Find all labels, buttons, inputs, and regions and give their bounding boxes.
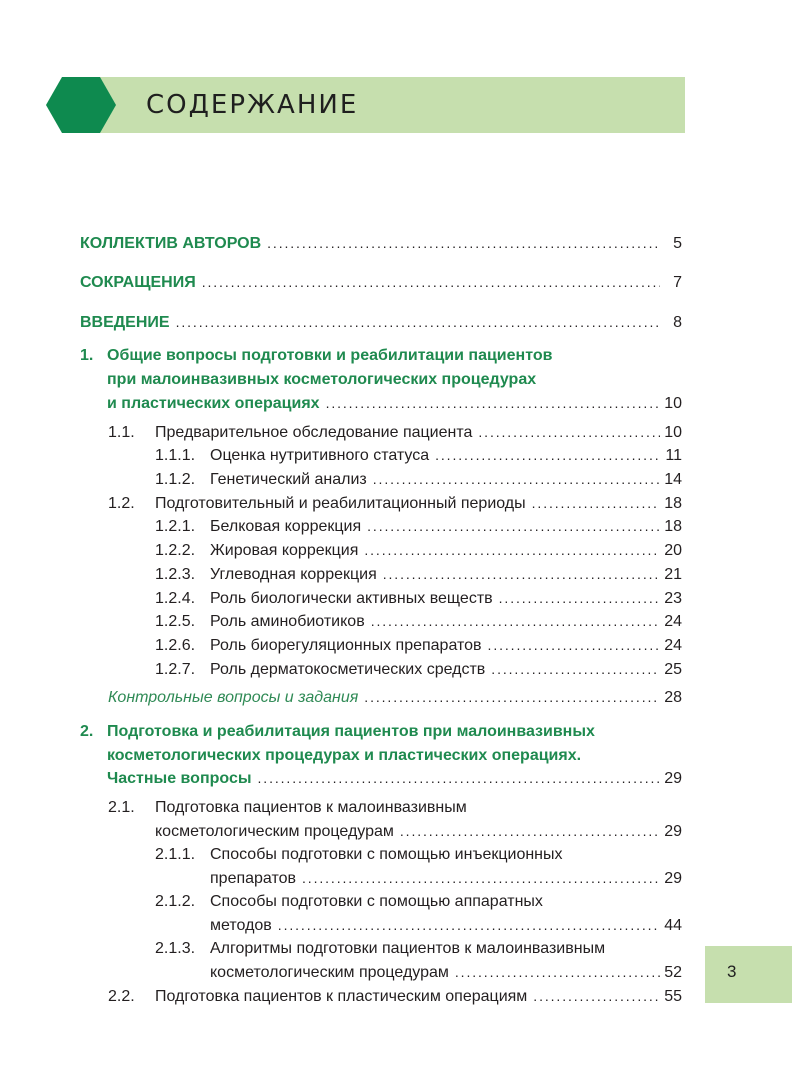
section-number: 2.1.3. [155,940,196,957]
section-number: 1.2.6. [155,637,196,654]
toc-entry-title: Роль биорегуляционных препаратов [210,637,482,654]
toc-entry-title: Генетический анализ [210,471,367,488]
toc-entry-title: Роль биологически активных веществ [210,590,493,607]
toc-page-number: 14 [664,471,682,488]
toc-entry-title: методов [210,917,272,934]
toc-entry-title: СОКРАЩЕНИЯ [80,274,196,291]
section-title-line[interactable]: Подготовка пациентов к малоинвазивным [155,799,467,816]
toc-entry-title: косметологическим процедурам [210,964,449,981]
toc-entry-1-1-1[interactable] [155,444,682,467]
leader-dots [478,421,660,444]
leader-dots [267,232,660,255]
toc-page-number: 18 [664,495,682,512]
toc-entry-2-1-3[interactable] [210,961,682,984]
toc-entry-chapter-1[interactable] [107,392,682,415]
toc-entry-title: Жировая коррекция [210,542,359,559]
toc-entry-title: Белковая коррекция [210,518,362,535]
toc-entry-title: препаратов [210,870,297,887]
leader-dots [383,563,660,586]
toc-page-number: 44 [664,917,682,934]
leader-dots [435,444,660,467]
toc-page-number: 11 [665,447,682,464]
chapter-title-line[interactable]: при малоинвазивных косметологических процедурах [107,371,537,388]
toc-page-number: 20 [664,542,682,559]
chapter-number: 2. [80,723,94,740]
toc-entry-1-1-2[interactable] [155,468,682,491]
leader-dots [488,634,660,657]
leader-dots [373,468,660,491]
toc-entry-title: Оценка нутритивного статуса [210,447,430,464]
toc-page-number: 10 [664,424,682,441]
toc-entry-abbreviations[interactable] [80,271,682,294]
toc-page-number: 5 [673,235,682,252]
toc-entry-title: Роль аминобиотиков [210,613,365,630]
leader-dots [258,767,660,790]
leader-dots [278,914,660,937]
leader-dots [364,686,660,709]
toc-entry-title: Контрольные вопросы и задания [108,689,359,706]
toc-entry-2-1-2[interactable] [210,914,682,937]
toc-entry-1-2-5[interactable] [155,610,682,633]
toc-entry-1-2-6[interactable] [155,634,682,657]
toc-entry-title: и пластических операциях [107,395,320,412]
section-title-line[interactable]: Способы подготовки с помощью инъекционных [210,846,563,863]
section-number: 1.2.2. [155,542,196,559]
section-number: 1.1.2. [155,471,196,488]
toc-entry-1-2-1[interactable] [155,515,682,538]
leader-dots [499,587,660,610]
toc-entry-title: КОЛЛЕКТИВ АВТОРОВ [80,235,262,252]
section-number: 1.1. [108,424,135,441]
chapter-title-line[interactable]: Общие вопросы подготовки и реабилитации пациентов [107,347,553,364]
toc-entry-1-2-3[interactable] [155,563,682,586]
toc-page-number: 21 [664,566,682,583]
section-number: 1.2.4. [155,590,196,607]
toc-entry-title: Подготовительный и реабилитационный периоды [155,495,526,512]
toc-page-number: 18 [664,518,682,535]
section-number: 1.2.1. [155,518,196,535]
toc-entry-chapter-2[interactable] [107,767,682,790]
toc-entry-title: Частные вопросы [107,770,252,787]
toc-entry-title: косметологическим процедурам [155,823,394,840]
toc-entry-title: Предварительное обследование пациента [155,424,473,441]
toc-entry-1-2-7[interactable] [155,658,682,681]
toc-entry-authors[interactable] [80,232,682,255]
toc-page-number: 29 [664,870,682,887]
toc-page-number: 55 [664,988,682,1005]
toc-entry-title: Углеводная коррекция [210,566,377,583]
chapter-title-line[interactable]: косметологических процедурах и пластических операциях. [107,747,582,764]
toc-entry-1-2-2[interactable] [155,539,682,562]
toc-entry-1-2[interactable] [108,492,682,515]
section-number: 1.2. [108,495,135,512]
page-number-tab [705,946,792,1003]
toc-page-number: 10 [664,395,682,412]
toc-page-number: 52 [664,964,682,981]
toc-entry-2-1-1[interactable] [210,867,682,890]
chapter-title-line[interactable]: Подготовка и реабилитация пациентов при малоинвазивных [107,723,595,740]
toc-entry-2-1[interactable] [155,820,682,843]
toc-entry-1-1[interactable] [108,421,682,444]
section-number: 1.2.3. [155,566,196,583]
toc-page-number: 8 [673,314,682,331]
toc-entry-questions[interactable] [108,686,682,709]
leader-dots [532,492,660,515]
toc-page-number: 29 [664,823,682,840]
toc-entry-1-2-4[interactable] [155,587,682,610]
leader-dots [400,820,660,843]
leader-dots [176,311,660,334]
section-title-line[interactable]: Алгоритмы подготовки пациентов к малоинвазивным [210,940,606,957]
section-number: 2.2. [108,988,135,1005]
chapter-number: 1. [80,347,94,364]
section-number: 2.1.2. [155,893,196,910]
leader-dots [455,961,660,984]
section-number: 1.2.5. [155,613,196,630]
leader-dots [533,985,660,1008]
leader-dots [491,658,660,681]
toc-entry-title: Подготовка пациентов к пластическим операциям [155,988,528,1005]
toc-entry-introduction[interactable] [80,311,682,334]
section-number: 1.2.7. [155,661,196,678]
toc-page-number: 24 [664,613,682,630]
leader-dots [326,392,660,415]
toc-entry-title: ВВЕДЕНИЕ [80,314,170,331]
toc-page-number: 24 [664,637,682,654]
leader-dots [202,271,660,294]
leader-dots [302,867,660,890]
leader-dots [367,515,660,538]
toc-entry-2-2[interactable] [108,985,682,1008]
toc-page-number: 28 [664,689,682,706]
page-title: СОДЕРЖАНИЕ [146,90,359,120]
toc-page-number: 25 [664,661,682,678]
toc-entry-title: Роль дерматокосметических средств [210,661,486,678]
section-number: 2.1. [108,799,135,816]
section-number: 2.1.1. [155,846,196,863]
leader-dots [364,539,660,562]
toc-page-number: 23 [664,590,682,607]
toc-page-number: 7 [673,274,682,291]
leader-dots [371,610,660,633]
toc-page-number: 29 [664,770,682,787]
page-number: 3 [727,962,737,981]
section-title-line[interactable]: Способы подготовки с помощью аппаратных [210,893,543,910]
section-number: 1.1.1. [155,447,196,464]
